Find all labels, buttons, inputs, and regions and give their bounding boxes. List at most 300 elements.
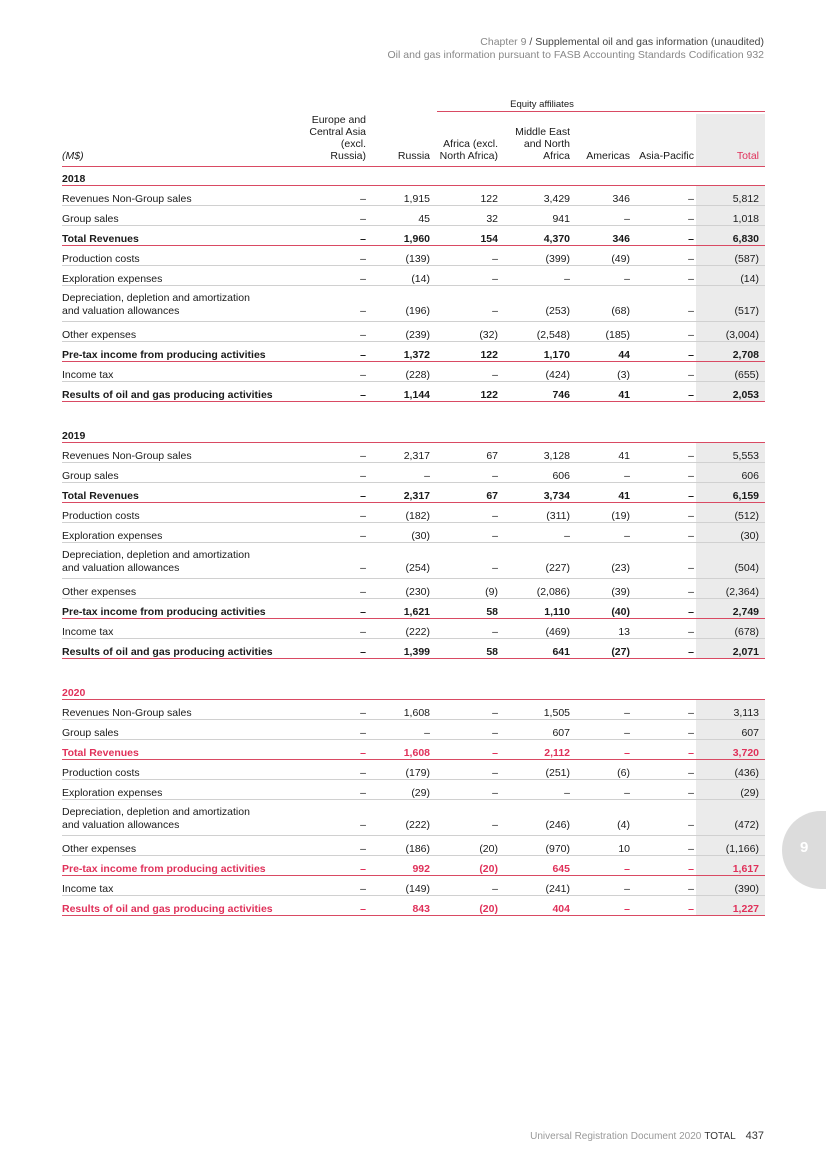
table-row <box>62 896 765 916</box>
value-cell: – <box>304 286 368 322</box>
spacer-cell <box>62 402 765 425</box>
value-cell: – <box>304 523 368 543</box>
row-label-text: Results of oil and gas producing activities <box>62 646 273 658</box>
row-label <box>62 619 304 639</box>
value-cell: – <box>432 246 500 266</box>
table-row <box>62 186 765 206</box>
value-cell: – <box>632 896 696 916</box>
value-cell: – <box>632 342 696 362</box>
column-header: Asia-Pacific <box>632 114 696 167</box>
table-row <box>62 206 765 226</box>
row-label-text: Group sales <box>62 213 119 225</box>
total-cell: (678) <box>696 619 765 639</box>
row-label-text: Exploration expenses <box>62 273 163 285</box>
value-cell: – <box>304 463 368 483</box>
row-label <box>62 286 304 322</box>
value-cell: – <box>304 760 368 780</box>
value-cell: – <box>304 382 368 402</box>
row-label <box>62 523 304 543</box>
row-label <box>62 362 304 382</box>
total-cell: (390) <box>696 876 765 896</box>
value-cell: (30) <box>368 523 432 543</box>
value-cell: 10 <box>572 836 632 856</box>
value-cell: (246) <box>500 800 572 836</box>
value-cell: 13 <box>572 619 632 639</box>
total-cell: 1,617 <box>696 856 765 876</box>
value-cell: 41 <box>572 382 632 402</box>
value-cell: – <box>632 362 696 382</box>
value-cell: – <box>632 483 696 503</box>
row-label <box>62 206 304 226</box>
value-cell: 122 <box>432 186 500 206</box>
table-row <box>62 800 765 836</box>
unit-label: (M$) <box>62 114 304 167</box>
value-cell: 2,317 <box>368 443 432 463</box>
total-cell: 2,071 <box>696 639 765 659</box>
row-label <box>62 322 304 342</box>
value-cell: (227) <box>500 543 572 579</box>
table-row <box>62 523 765 543</box>
row-label <box>62 876 304 896</box>
value-cell: (254) <box>368 543 432 579</box>
year-label: 2020 <box>62 681 765 700</box>
table-row <box>62 780 765 800</box>
table-row <box>62 226 765 246</box>
total-cell: 1,227 <box>696 896 765 916</box>
value-cell: (20) <box>432 856 500 876</box>
total-cell: (504) <box>696 543 765 579</box>
value-cell: – <box>304 322 368 342</box>
value-cell: (40) <box>572 599 632 619</box>
value-cell: – <box>632 720 696 740</box>
column-header: Africa (excl. North Africa) <box>432 114 500 167</box>
table-row <box>62 382 765 402</box>
year-spacer <box>62 402 765 425</box>
row-label-text: Income tax <box>62 626 114 638</box>
value-cell: 4,370 <box>500 226 572 246</box>
row-label <box>62 443 304 463</box>
table-row <box>62 856 765 876</box>
value-cell: (222) <box>368 800 432 836</box>
value-cell: 122 <box>432 382 500 402</box>
value-cell: – <box>572 856 632 876</box>
value-cell: – <box>632 876 696 896</box>
total-cell: 2,053 <box>696 382 765 402</box>
value-cell: – <box>304 800 368 836</box>
value-cell: – <box>304 342 368 362</box>
value-cell: – <box>632 800 696 836</box>
value-cell: (3) <box>572 362 632 382</box>
value-cell: – <box>304 483 368 503</box>
year-heading-row <box>62 681 765 700</box>
row-label <box>62 483 304 503</box>
table-row <box>62 760 765 780</box>
total-cell: 6,159 <box>696 483 765 503</box>
row-label-text: Depreciation, depletion and amortization <box>62 549 250 561</box>
value-cell: 1,170 <box>500 342 572 362</box>
table-row <box>62 836 765 856</box>
value-cell: (239) <box>368 322 432 342</box>
table-row <box>62 322 765 342</box>
row-label-text: Income tax <box>62 883 114 895</box>
table-row <box>62 740 765 760</box>
total-cell: 5,812 <box>696 186 765 206</box>
value-cell: – <box>432 463 500 483</box>
value-cell: (228) <box>368 362 432 382</box>
table-header-row <box>62 114 765 167</box>
row-label-text: Total Revenues <box>62 747 139 759</box>
value-cell: 1,144 <box>368 382 432 402</box>
value-cell: – <box>632 780 696 800</box>
value-cell: (2,086) <box>500 579 572 599</box>
value-cell: – <box>432 503 500 523</box>
column-header-total: Total <box>696 114 765 167</box>
total-cell: 2,708 <box>696 342 765 362</box>
value-cell: (196) <box>368 286 432 322</box>
value-cell: (29) <box>368 780 432 800</box>
value-cell: 1,608 <box>368 700 432 720</box>
value-cell: – <box>304 720 368 740</box>
value-cell: (27) <box>572 639 632 659</box>
value-cell: – <box>368 463 432 483</box>
table-row <box>62 503 765 523</box>
spacer-cell <box>62 659 765 682</box>
value-cell: 992 <box>368 856 432 876</box>
value-cell: – <box>304 503 368 523</box>
value-cell: 58 <box>432 599 500 619</box>
value-cell: 32 <box>432 206 500 226</box>
total-cell: (655) <box>696 362 765 382</box>
value-cell: (311) <box>500 503 572 523</box>
value-cell: (222) <box>368 619 432 639</box>
value-cell: – <box>432 740 500 760</box>
value-cell: (970) <box>500 836 572 856</box>
chapter-label: Chapter 9 <box>480 36 527 48</box>
row-label-text: Results of oil and gas producing activities <box>62 389 273 401</box>
row-label <box>62 720 304 740</box>
year-heading-row <box>62 167 765 186</box>
value-cell: – <box>304 780 368 800</box>
value-cell: (185) <box>572 322 632 342</box>
value-cell: – <box>572 876 632 896</box>
row-label <box>62 856 304 876</box>
row-label-text: Exploration expenses <box>62 530 163 542</box>
value-cell: (6) <box>572 760 632 780</box>
value-cell: (32) <box>432 322 500 342</box>
value-cell: – <box>304 266 368 286</box>
total-cell: 606 <box>696 463 765 483</box>
value-cell: – <box>572 206 632 226</box>
total-cell: 3,113 <box>696 700 765 720</box>
value-cell: – <box>572 896 632 916</box>
value-cell: – <box>632 226 696 246</box>
value-cell: 67 <box>432 483 500 503</box>
total-cell: (3,004) <box>696 322 765 342</box>
value-cell: 843 <box>368 896 432 916</box>
value-cell: – <box>304 836 368 856</box>
value-cell: (19) <box>572 503 632 523</box>
value-cell: 746 <box>500 382 572 402</box>
row-label-text: Depreciation, depletion and amortization <box>62 806 250 818</box>
value-cell: 154 <box>432 226 500 246</box>
results-table <box>62 114 765 916</box>
equity-affiliates-header: Equity affiliates <box>510 99 574 110</box>
table-row <box>62 876 765 896</box>
value-cell: – <box>632 266 696 286</box>
value-cell: – <box>500 266 572 286</box>
value-cell: – <box>632 206 696 226</box>
value-cell: – <box>632 503 696 523</box>
total-cell: 2,749 <box>696 599 765 619</box>
value-cell: (469) <box>500 619 572 639</box>
value-cell: (186) <box>368 836 432 856</box>
table-row <box>62 619 765 639</box>
table-row <box>62 266 765 286</box>
value-cell: – <box>368 720 432 740</box>
row-label <box>62 186 304 206</box>
total-cell: (2,364) <box>696 579 765 599</box>
value-cell: 2,317 <box>368 483 432 503</box>
page-footer <box>530 1130 764 1142</box>
value-cell: – <box>304 443 368 463</box>
value-cell: (2,548) <box>500 322 572 342</box>
value-cell: – <box>304 186 368 206</box>
value-cell: (4) <box>572 800 632 836</box>
value-cell: (20) <box>432 836 500 856</box>
value-cell: 67 <box>432 443 500 463</box>
year-spacer <box>62 659 765 682</box>
row-label <box>62 780 304 800</box>
value-cell: – <box>632 760 696 780</box>
value-cell: – <box>632 856 696 876</box>
value-cell: 122 <box>432 342 500 362</box>
table-row <box>62 720 765 740</box>
row-label <box>62 760 304 780</box>
footer-document: Universal Registration Document 2020 <box>530 1131 702 1142</box>
row-label-text: Total Revenues <box>62 490 139 502</box>
value-cell: (139) <box>368 246 432 266</box>
total-cell: (472) <box>696 800 765 836</box>
value-cell: 1,915 <box>368 186 432 206</box>
total-cell: (436) <box>696 760 765 780</box>
total-cell: 5,553 <box>696 443 765 463</box>
table-row <box>62 246 765 266</box>
value-cell: (39) <box>572 579 632 599</box>
value-cell: – <box>304 543 368 579</box>
value-cell: – <box>632 700 696 720</box>
value-cell: – <box>500 780 572 800</box>
value-cell: – <box>500 523 572 543</box>
table-row <box>62 483 765 503</box>
value-cell: 45 <box>368 206 432 226</box>
value-cell: – <box>304 740 368 760</box>
total-cell: (1,166) <box>696 836 765 856</box>
value-cell: 941 <box>500 206 572 226</box>
row-label-text: Revenues Non-Group sales <box>62 707 192 719</box>
table-row <box>62 543 765 579</box>
row-label <box>62 226 304 246</box>
page-header <box>388 36 764 62</box>
value-cell: – <box>304 226 368 246</box>
row-label-text: Other expenses <box>62 586 137 598</box>
value-cell: – <box>432 523 500 543</box>
value-cell: – <box>632 443 696 463</box>
value-cell: 3,128 <box>500 443 572 463</box>
value-cell: – <box>632 382 696 402</box>
row-label-text: Revenues Non-Group sales <box>62 450 192 462</box>
year-heading-row <box>62 424 765 443</box>
row-label <box>62 382 304 402</box>
value-cell: – <box>632 740 696 760</box>
year-label: 2018 <box>62 167 765 186</box>
value-cell: (9) <box>432 579 500 599</box>
value-cell: (253) <box>500 286 572 322</box>
value-cell: – <box>304 619 368 639</box>
value-cell: – <box>304 206 368 226</box>
value-cell: (179) <box>368 760 432 780</box>
section-subtitle: Oil and gas information pursuant to FASB Accounting Standards Codification 932 <box>387 49 764 61</box>
value-cell: – <box>304 639 368 659</box>
total-cell: (29) <box>696 780 765 800</box>
value-cell: – <box>632 246 696 266</box>
value-cell: – <box>632 619 696 639</box>
value-cell: – <box>632 523 696 543</box>
value-cell: 606 <box>500 463 572 483</box>
value-cell: 2,112 <box>500 740 572 760</box>
value-cell: (230) <box>368 579 432 599</box>
row-label-text: Production costs <box>62 253 140 265</box>
table-row <box>62 639 765 659</box>
value-cell: 3,429 <box>500 186 572 206</box>
value-cell: (14) <box>368 266 432 286</box>
row-label <box>62 896 304 916</box>
value-cell: – <box>632 599 696 619</box>
chapter-tab-label: 9 <box>800 839 809 856</box>
row-label-text: Production costs <box>62 510 140 522</box>
value-cell: 607 <box>500 720 572 740</box>
row-label-text: Pre-tax income from producing activities <box>62 606 266 618</box>
value-cell: 1,505 <box>500 700 572 720</box>
row-label-text: Other expenses <box>62 843 137 855</box>
row-label-text: Other expenses <box>62 329 137 341</box>
year-label: 2019 <box>62 424 765 443</box>
total-cell: 3,720 <box>696 740 765 760</box>
value-cell: – <box>432 760 500 780</box>
value-cell: – <box>632 322 696 342</box>
table-row <box>62 599 765 619</box>
value-cell: – <box>632 543 696 579</box>
value-cell: (49) <box>572 246 632 266</box>
row-label <box>62 836 304 856</box>
value-cell: – <box>632 286 696 322</box>
value-cell: – <box>432 543 500 579</box>
total-cell: 607 <box>696 720 765 740</box>
total-cell: 6,830 <box>696 226 765 246</box>
value-cell: – <box>572 463 632 483</box>
value-cell: – <box>304 599 368 619</box>
value-cell: 1,960 <box>368 226 432 246</box>
table-row <box>62 286 765 322</box>
value-cell: – <box>304 896 368 916</box>
row-label-text: Pre-tax income from producing activities <box>62 863 266 875</box>
value-cell: – <box>304 579 368 599</box>
row-label <box>62 463 304 483</box>
value-cell: 404 <box>500 896 572 916</box>
row-label <box>62 700 304 720</box>
value-cell: 1,372 <box>368 342 432 362</box>
value-cell: – <box>632 639 696 659</box>
value-cell: (23) <box>572 543 632 579</box>
value-cell: – <box>432 700 500 720</box>
section-title: Supplemental oil and gas information (unaudited) <box>535 36 764 48</box>
total-cell: 1,018 <box>696 206 765 226</box>
value-cell: – <box>432 720 500 740</box>
value-cell: – <box>632 186 696 206</box>
value-cell: 1,621 <box>368 599 432 619</box>
value-cell: – <box>304 876 368 896</box>
value-cell: 346 <box>572 226 632 246</box>
footer-brand: TOTAL <box>704 1131 736 1142</box>
row-label-text: Revenues Non-Group sales <box>62 193 192 205</box>
row-label-text: Total Revenues <box>62 233 139 245</box>
table-row <box>62 700 765 720</box>
row-label <box>62 639 304 659</box>
row-label <box>62 503 304 523</box>
group-underline <box>437 111 765 112</box>
row-label-text: Pre-tax income from producing activities <box>62 349 266 361</box>
value-cell: – <box>572 700 632 720</box>
column-header: Americas <box>572 114 632 167</box>
value-cell: – <box>632 579 696 599</box>
total-cell: (512) <box>696 503 765 523</box>
value-cell: – <box>432 780 500 800</box>
total-cell: (587) <box>696 246 765 266</box>
value-cell: 1,399 <box>368 639 432 659</box>
value-cell: 44 <box>572 342 632 362</box>
value-cell: – <box>572 266 632 286</box>
row-label-text-line2: and valuation allowances <box>62 305 180 317</box>
value-cell: (251) <box>500 760 572 780</box>
value-cell: – <box>304 362 368 382</box>
value-cell: – <box>432 800 500 836</box>
value-cell: 58 <box>432 639 500 659</box>
value-cell: – <box>572 740 632 760</box>
row-label-text: Production costs <box>62 767 140 779</box>
value-cell: – <box>432 362 500 382</box>
value-cell: 641 <box>500 639 572 659</box>
total-cell: (517) <box>696 286 765 322</box>
table-row <box>62 463 765 483</box>
value-cell: – <box>304 856 368 876</box>
row-label-text: Group sales <box>62 727 119 739</box>
row-label <box>62 579 304 599</box>
row-label-text: Exploration expenses <box>62 787 163 799</box>
value-cell: (182) <box>368 503 432 523</box>
chapter-tab[interactable] <box>782 811 826 889</box>
table-row <box>62 362 765 382</box>
page-number: 437 <box>745 1130 764 1142</box>
row-label <box>62 740 304 760</box>
row-label <box>62 800 304 836</box>
value-cell: 1,608 <box>368 740 432 760</box>
value-cell: – <box>572 523 632 543</box>
total-cell: (30) <box>696 523 765 543</box>
row-label-text-line2: and valuation allowances <box>62 562 180 574</box>
value-cell: (68) <box>572 286 632 322</box>
column-header: Middle East and North Africa <box>500 114 572 167</box>
total-cell: (14) <box>696 266 765 286</box>
value-cell: (20) <box>432 896 500 916</box>
